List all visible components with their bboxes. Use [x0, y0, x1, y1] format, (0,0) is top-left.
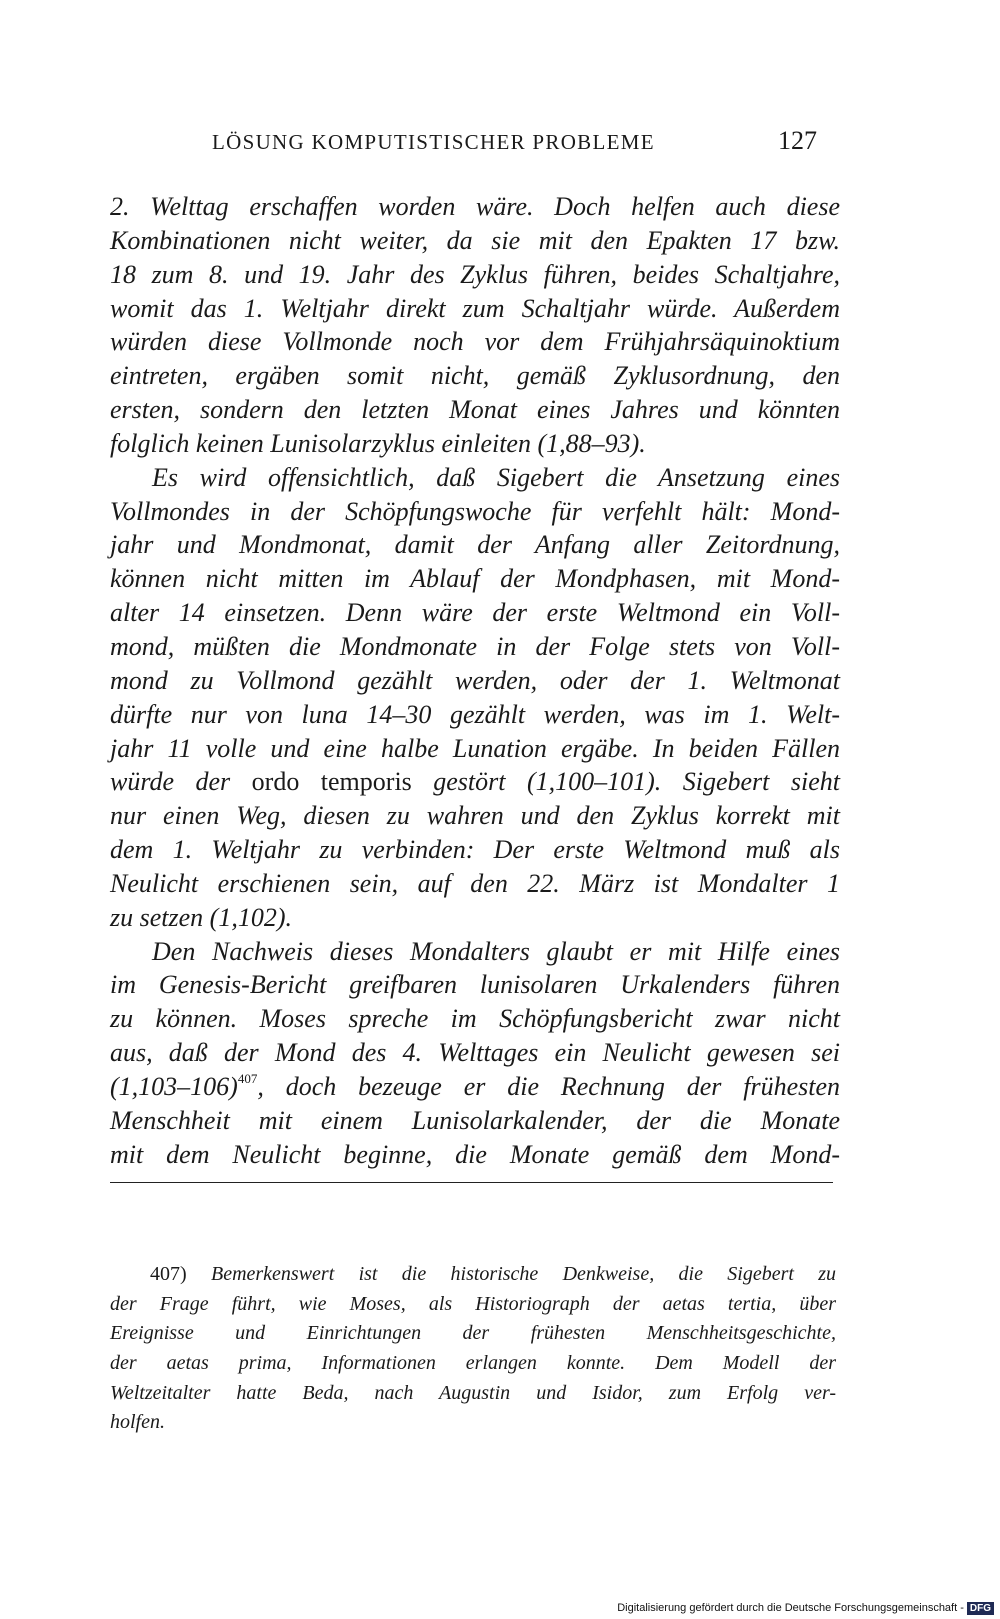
text-line: jahr 11 volle und eine halbe Lunation ergäbe. In beiden Fällen — [110, 733, 840, 763]
text-fragment: gestört (1,100–101). Sigebert sieht — [411, 767, 840, 797]
footnote-line: der Frage führt, wie Moses, als Historiograph der aetas tertia, über — [110, 1292, 836, 1315]
footnote-number: 407) — [150, 1263, 187, 1285]
footnote-line: Ereignisse und Einrichtungen der frühesten Menschheitsgeschichte, — [110, 1322, 836, 1345]
text-line: 18 zum 8. und 19. Jahr des Zyklus führen, beides Schaltjahre, — [110, 259, 840, 289]
footnote-text: Bemerkenswert ist die historische Denkweise, die Sigebert zu — [210, 1263, 836, 1285]
digitization-credit — [617, 1602, 994, 1615]
text-line: 2. Welttag erschaffen worden wäre. Doch helfen auch diese — [110, 192, 840, 221]
body-text — [110, 190, 840, 1171]
paragraph-start-line: Den Nachweis dieses Mondalters glaubt er mit Hilfe eines — [152, 936, 840, 966]
paragraph-start-line: Es wird offensichtlich, daß Sigebert die Ansetzung eines — [152, 462, 840, 492]
text-line: folglich keinen Lunisolarzyklus einleiten (1,88–93). — [110, 428, 646, 458]
text-line: mond, müßten die Mondmonate in der Folge stets von Voll- — [110, 631, 840, 661]
text-line: eintreten, ergäben somit nicht, gemäß Zyklusordnung, den — [110, 361, 840, 391]
text-line: zu setzen (1,102). — [110, 902, 292, 932]
text-line: dürfte nur von luna 14–30 gezählt werden, was im 1. Welt- — [110, 699, 840, 729]
text-line: Vollmondes in der Schöpfungswoche für verfehlt hält: Mond- — [110, 496, 840, 526]
credit-text: Digitalisierung gefördert durch die Deutsche Forschungsgemeinschaft - — [617, 1602, 964, 1614]
text-line: können nicht mitten im Ablauf der Mondphasen, mit Mond- — [110, 564, 840, 594]
text-line: im Genesis-Bericht greifbaren lunisolaren Urkalenders führen — [110, 970, 840, 1000]
text-line: würden diese Vollmonde noch vor dem Frühjahrsäquinoktium — [110, 327, 840, 357]
text-line — [110, 765, 840, 799]
running-title: LÖSUNG KOMPUTISTISCHER PROBLEME — [212, 130, 655, 154]
text-line: alter 14 einsetzen. Denn wäre der erste Weltmond ein Voll- — [110, 598, 840, 628]
text-line: ersten, sondern den letzten Monat eines Jahres und könnten — [110, 395, 840, 425]
footnote-line: Weltzeitalter hatte Beda, nach Augustin und Isidor, zum Erfolg ver- — [110, 1381, 836, 1404]
footnote-block — [110, 1260, 836, 1438]
page-number: 127 — [778, 126, 817, 155]
dfg-logo: DFG — [967, 1602, 994, 1615]
text-line: nur einen Weg, diesen zu wahren und den Zyklus korrekt mit — [110, 801, 840, 831]
text-line: zu können. Moses spreche im Schöpfungsbericht zwar nicht — [110, 1004, 840, 1034]
text-line: mond zu Vollmond gezählt werden, oder der 1. Weltmonat — [110, 665, 840, 695]
text-line: Neulicht erschienen sein, auf den 22. März ist Mondalter 1 — [110, 868, 840, 898]
text-line: Kombinationen nicht weiter, da sie mit den Epakten 17 bzw. — [110, 225, 840, 255]
footnote-line: der aetas prima, Informationen erlangen konnte. Dem Modell der — [110, 1352, 836, 1375]
text-fragment: , doch bezeuge er die Rechnung der frühesten — [257, 1071, 840, 1101]
text-line: mit dem Neulicht beginne, die Monate gemäß dem Mond- — [110, 1139, 840, 1169]
footnote-divider — [110, 1182, 833, 1183]
text-line: aus, daß der Mond des 4. Welttages ein Neulicht gewesen sei — [110, 1038, 840, 1068]
text-line: Menschheit mit einem Lunisolarkalender, der die Monate — [110, 1105, 840, 1135]
text-fragment: würde der — [110, 767, 252, 797]
text-line — [110, 1070, 840, 1104]
latin-term: ordo temporis — [251, 767, 412, 797]
text-fragment: (1,103–106) — [110, 1071, 238, 1101]
text-line: womit das 1. Weltjahr direkt zum Schaltjahr würde. Außerdem — [110, 293, 840, 323]
page-header — [0, 126, 1000, 166]
text-line: jahr und Mondmonat, damit der Anfang aller Zeitordnung, — [110, 530, 840, 560]
footnote-reference[interactable]: 407 — [237, 1070, 258, 1086]
footnote-line: holfen. — [110, 1411, 165, 1434]
footnote-line — [110, 1260, 836, 1290]
text-line: dem 1. Weltjahr zu verbinden: Der erste Weltmond muß als — [110, 835, 840, 865]
